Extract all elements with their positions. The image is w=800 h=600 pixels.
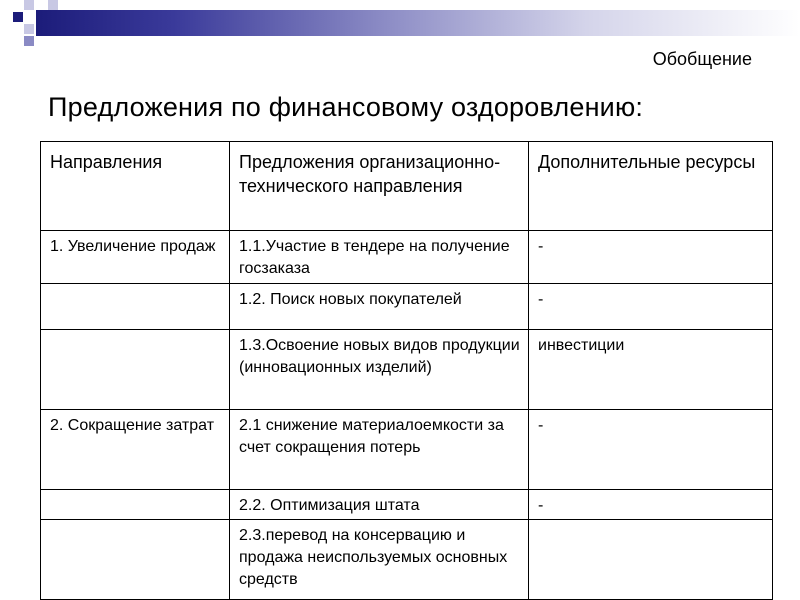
- table-cell: 1. Увеличение продаж: [41, 231, 230, 284]
- table-row: [41, 330, 773, 410]
- square-decoration: [48, 0, 58, 10]
- table-cell: -: [529, 284, 773, 330]
- table-cell: [41, 284, 230, 330]
- table-cell: [41, 520, 230, 600]
- square-decoration: [24, 24, 34, 34]
- table-cell: [41, 330, 230, 410]
- column-header: Направления: [41, 142, 230, 231]
- table-row: [41, 284, 773, 330]
- table-cell: 2.1 снижение материалоемкости за счет сокращения потерь: [230, 410, 529, 490]
- table-row: [41, 490, 773, 520]
- table-cell: -: [529, 410, 773, 490]
- table-row: [41, 231, 773, 284]
- square-decoration: [13, 12, 23, 22]
- table-cell: 1.2. Поиск новых покупателей: [230, 284, 529, 330]
- column-header: Дополнительные ресурсы: [529, 142, 773, 231]
- table-cell: 1.3.Освоение новых видов продукции (инновационных изделий): [230, 330, 529, 410]
- table-cell: -: [529, 231, 773, 284]
- header-gradient-bar: [36, 10, 800, 36]
- table-cell: 2.3.перевод на консервацию и продажа неиспользуемых основных средств: [230, 520, 529, 600]
- table-cell: [529, 520, 773, 600]
- table-header-row: [41, 142, 773, 231]
- section-label: Обобщение: [652, 49, 752, 69]
- table-cell: 2. Сокращение затрат: [41, 410, 230, 490]
- table-cell: 2.2. Оптимизация штата: [230, 490, 529, 520]
- table-cell: 1.1.Участие в тендере на получение госзаказа: [230, 231, 529, 284]
- table-row: [41, 410, 773, 490]
- table-row: [41, 520, 773, 600]
- proposals-table: [40, 141, 773, 600]
- square-decoration: [24, 0, 34, 10]
- table-cell: инвестиции: [529, 330, 773, 410]
- table-cell: [41, 490, 230, 520]
- page-title: Предложения по финансовому оздоровлению:: [48, 92, 644, 122]
- column-header: Предложения организационно-технического направления: [230, 142, 529, 231]
- table-cell: -: [529, 490, 773, 520]
- square-decoration: [24, 36, 34, 46]
